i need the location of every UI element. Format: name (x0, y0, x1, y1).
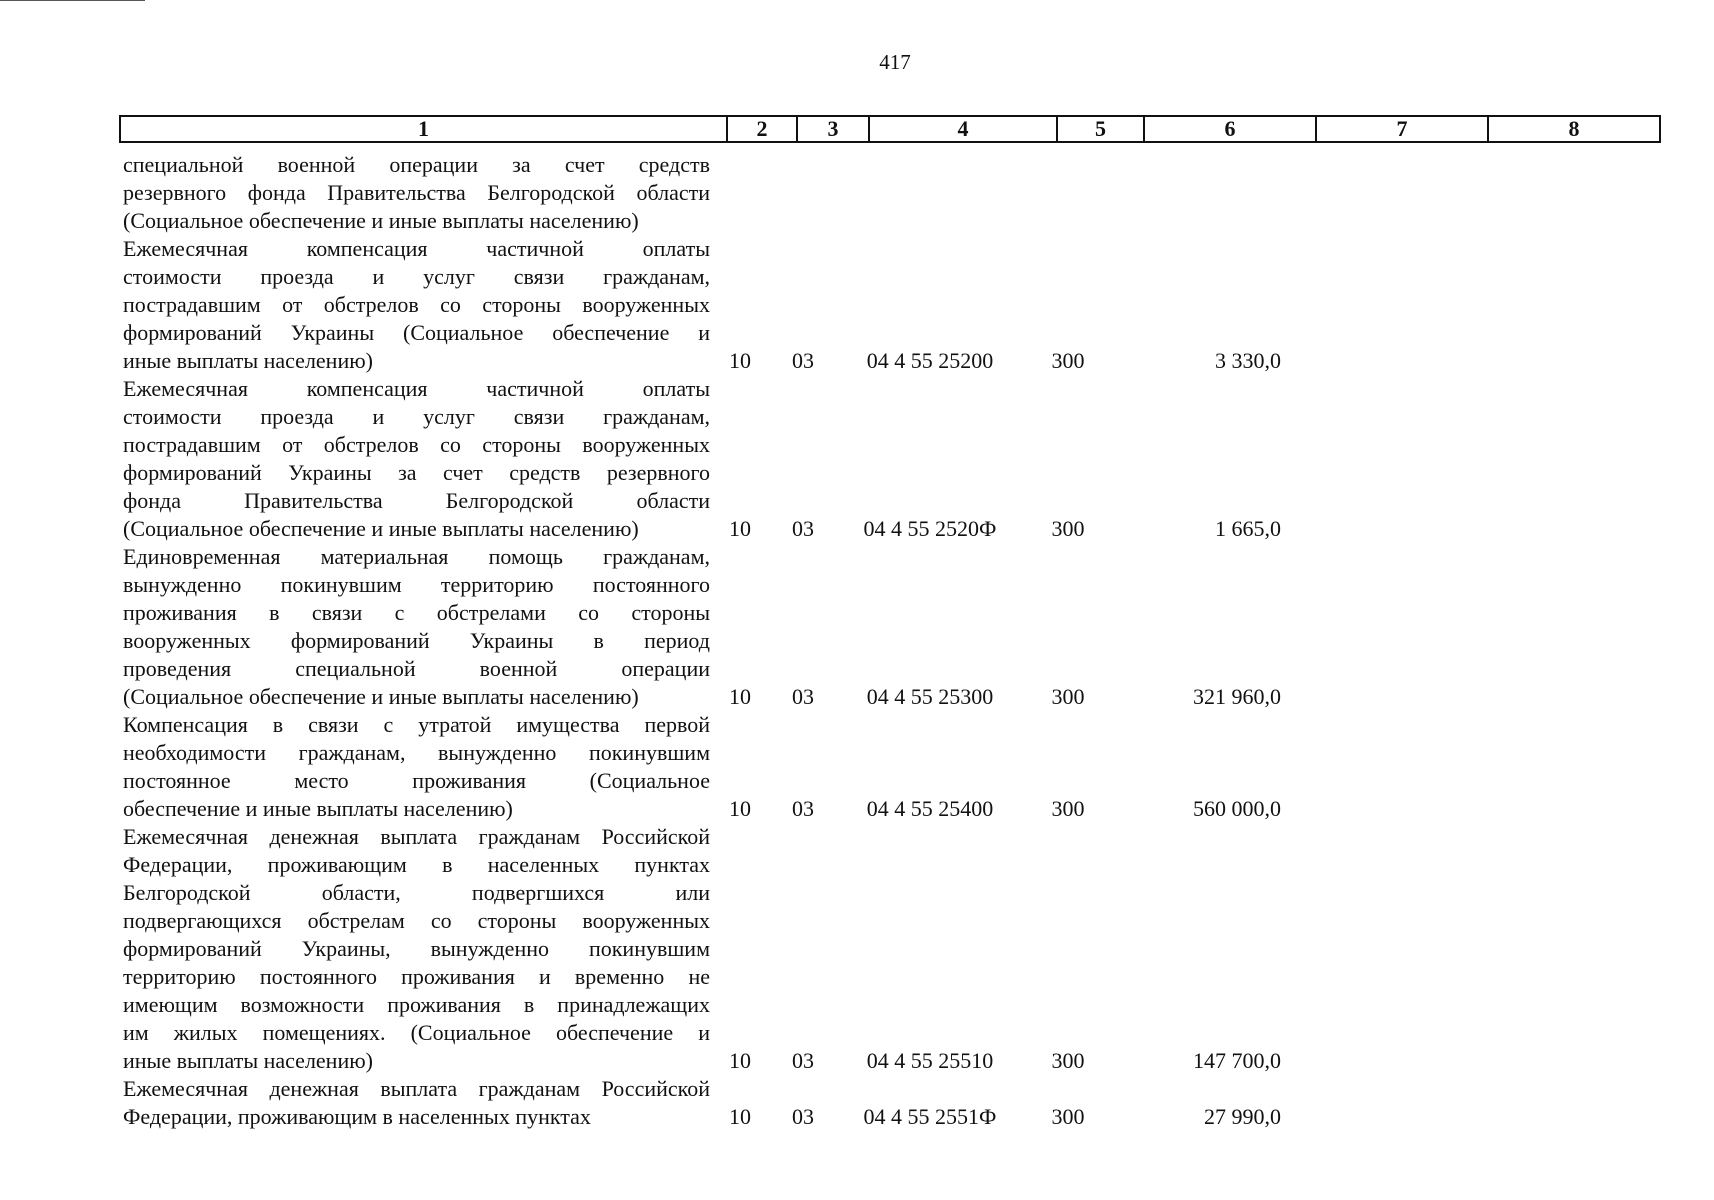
row-description (123, 823, 710, 1075)
target-article-code: 04 4 55 25200 (866, 348, 994, 373)
table-row (123, 235, 1281, 375)
header-col-8: 8 (1488, 116, 1660, 142)
header-col-3: 3 (797, 116, 869, 142)
header-col-2: 2 (727, 116, 797, 142)
table-row (123, 823, 1281, 1075)
description-line: пострадавшим от обстрелов со стороны вооруженных (123, 292, 710, 317)
subsection-code: 03 (792, 1104, 814, 1129)
target-article-code: 04 4 55 25510 (866, 1048, 994, 1073)
table-row (123, 711, 1281, 823)
description-line: стоимости проезда и услуг связи гражданам, (123, 264, 710, 289)
table-row (123, 151, 1281, 235)
description-line: Ежемесячная денежная выплата гражданам Российской (123, 824, 710, 849)
description-line: Белгородской области, подвергшихся или (123, 880, 710, 905)
description-line: Федерации, проживающим в населенных пунктах (123, 852, 710, 877)
expense-type-code: 300 (1051, 684, 1085, 709)
section-code: 10 (729, 516, 751, 541)
description-line: подвергающихся обстрелам со стороны вооруженных (123, 908, 710, 933)
description-line: им жилых помещениях. (Социальное обеспечение и (123, 1020, 710, 1045)
description-line: (Социальное обеспечение и иные выплаты населению) (123, 684, 639, 709)
description-line: проведения специальной военной операции (123, 656, 710, 681)
table-row (123, 375, 1281, 543)
table-body (123, 151, 1281, 1131)
description-line: вынужденно покинувшим территорию постоянного (123, 572, 710, 597)
row-description (123, 543, 710, 711)
page-number: 417 (879, 50, 911, 74)
section-code: 10 (729, 1104, 751, 1129)
description-line: иные выплаты населению) (123, 1048, 373, 1073)
description-line: Федерации, проживающим в населенных пунктах (123, 1104, 591, 1129)
description-line: вооруженных формирований Украины в период (123, 628, 710, 653)
expense-type-code: 300 (1051, 796, 1085, 821)
header-col-6: 6 (1144, 116, 1316, 142)
row-description (123, 711, 710, 823)
description-line: формирований Украины, вынужденно покинувшим (123, 936, 710, 961)
table-row (123, 1075, 1281, 1131)
description-line: стоимости проезда и услуг связи гражданам, (123, 404, 710, 429)
row-description (123, 1075, 710, 1131)
description-line: иные выплаты населению) (123, 348, 373, 373)
subsection-code: 03 (792, 1048, 814, 1073)
expense-type-code: 300 (1051, 1104, 1085, 1129)
header-col-7: 7 (1316, 116, 1488, 142)
section-code: 10 (729, 684, 751, 709)
description-line: специальной военной операции за счет средств (123, 152, 710, 177)
description-line: Единовременная материальная помощь гражданам, (123, 544, 710, 569)
description-line: пострадавшим от обстрелов со стороны вооруженных (123, 432, 710, 457)
description-line: фонда Правительства Белгородской области (123, 488, 710, 513)
description-line: обеспечение и иные выплаты населению) (123, 796, 513, 821)
description-line: Компенсация в связи с утратой имущества первой (123, 712, 710, 737)
target-article-code: 04 4 55 2551Ф (863, 1104, 997, 1129)
header-col-1: 1 (120, 116, 727, 142)
table-row (123, 543, 1281, 711)
subsection-code: 03 (792, 516, 814, 541)
row-description (123, 151, 710, 235)
scan-edge-line (0, 0, 145, 1)
description-line: необходимости гражданам, вынужденно покинувшим (123, 740, 710, 765)
amount: 3 330,0 (1215, 348, 1281, 373)
description-line: имеющим возможности проживания в принадлежащих (123, 992, 710, 1017)
description-line: (Социальное обеспечение и иные выплаты населению) (123, 516, 639, 541)
expense-type-code: 300 (1051, 516, 1085, 541)
expense-type-code: 300 (1051, 348, 1085, 373)
description-line: Ежемесячная компенсация частичной оплаты (123, 376, 710, 401)
section-code: 10 (729, 796, 751, 821)
target-article-code: 04 4 55 2520Ф (863, 516, 997, 541)
description-line: постоянное место проживания (Социальное (123, 768, 710, 793)
description-line: проживания в связи с обстрелами со стороны (123, 600, 710, 625)
subsection-code: 03 (792, 684, 814, 709)
amount: 321 960,0 (1193, 684, 1281, 709)
description-line: Ежемесячная компенсация частичной оплаты (123, 236, 710, 261)
expense-type-code: 300 (1051, 1048, 1085, 1073)
description-line: формирований Украины (Социальное обеспечение и (123, 320, 710, 345)
target-article-code: 04 4 55 25300 (866, 684, 994, 709)
description-line: Ежемесячная денежная выплата гражданам Российской (123, 1076, 710, 1101)
amount: 147 700,0 (1193, 1048, 1281, 1073)
amount: 560 000,0 (1193, 796, 1281, 821)
amount: 27 990,0 (1204, 1104, 1281, 1129)
description-line: резервного фонда Правительства Белгородской области (123, 180, 710, 205)
header-col-5: 5 (1057, 116, 1144, 142)
row-description (123, 235, 710, 375)
subsection-code: 03 (792, 796, 814, 821)
subsection-code: 03 (792, 348, 814, 373)
section-code: 10 (729, 348, 751, 373)
header-col-4: 4 (869, 116, 1057, 142)
row-description (123, 375, 710, 543)
description-line: (Социальное обеспечение и иные выплаты населению) (123, 208, 639, 233)
description-line: территорию постоянного проживания и временно не (123, 964, 710, 989)
amount: 1 665,0 (1215, 516, 1281, 541)
section-code: 10 (729, 1048, 751, 1073)
description-line: формирований Украины за счет средств резервного (123, 460, 710, 485)
table-header (119, 115, 1661, 143)
target-article-code: 04 4 55 25400 (866, 796, 994, 821)
